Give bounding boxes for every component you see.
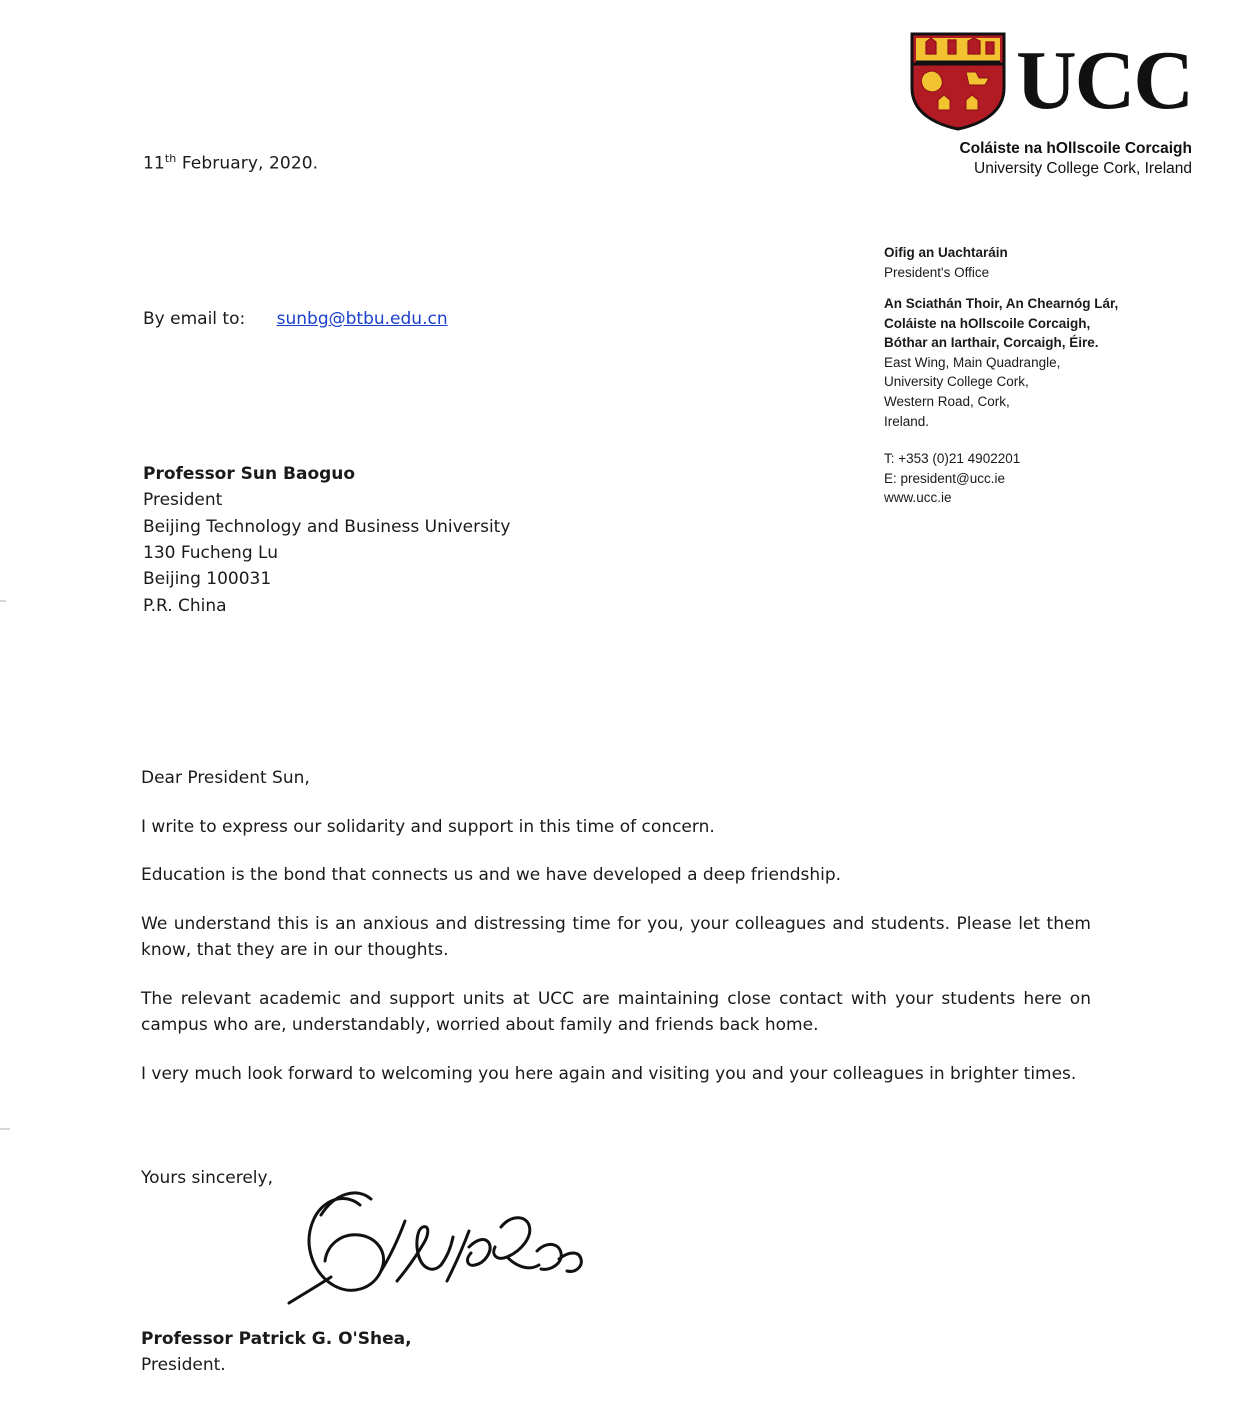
office-address	[884, 294, 1214, 431]
signer-title: President.	[141, 1354, 226, 1375]
by-email-label: By email to:	[143, 309, 246, 329]
address-english-line-3: Western Road, Cork,	[884, 393, 1010, 409]
recipient-street: 130 Fucheng Lu	[143, 543, 278, 564]
office-title-irish: Oifig an Uachtaráin	[884, 245, 1008, 260]
salutation: Dear President Sun,	[141, 768, 310, 788]
handwritten-signature-icon	[185, 1185, 615, 1330]
recipient-name: Professor Sun Baoguo	[143, 464, 356, 484]
university-name-english: University College Cork, Ireland	[974, 160, 1192, 177]
ucc-wordmark: UCC	[1016, 34, 1192, 128]
signer-block	[141, 1327, 412, 1378]
office-contact	[884, 449, 1214, 508]
recipient-address-block	[143, 461, 510, 619]
office-website: www.ucc.ie	[884, 490, 952, 506]
closing-line: Yours sincerely,	[141, 1168, 273, 1188]
office-email: E: president@ucc.ie	[884, 470, 1006, 486]
date-rest: February, 2020.	[176, 153, 319, 174]
address-english-line-2: University College Cork,	[884, 374, 1029, 390]
address-irish-line-2: Coláiste na hOllscoile Corcaigh,	[884, 315, 1091, 331]
date-ordinal: th	[164, 152, 177, 165]
date-day: 11	[143, 153, 165, 174]
recipient-organisation: Beijing Technology and Business University	[143, 516, 511, 537]
ucc-coat-of-arms-icon	[908, 30, 1008, 132]
presidents-office-block	[884, 243, 1214, 508]
body-paragraph-3: We understand this is an anxious and distressing time for you, your colleagues and students. Please let them know, that they are in our thoughts.	[141, 913, 1091, 961]
office-title-english: President's Office	[884, 264, 990, 280]
by-email-line	[143, 309, 448, 329]
recipient-city: Beijing 100031	[143, 569, 272, 590]
body-paragraph-5: I very much look forward to welcoming you here again and visiting you and your colleagues in brighter times.	[141, 1063, 1077, 1084]
ucc-logo	[872, 30, 1192, 132]
address-irish-line-1: An Sciathán Thoir, An Chearnóg Lár,	[884, 296, 1119, 312]
signer-name: Professor Patrick G. O'Shea,	[141, 1329, 412, 1349]
letter-body	[141, 765, 1091, 1109]
address-english-line-4: Ireland.	[884, 413, 930, 429]
letterhead	[872, 30, 1192, 178]
address-english-line-1: East Wing, Main Quadrangle,	[884, 354, 1061, 370]
scan-artifact	[0, 600, 6, 602]
scan-artifact	[0, 1128, 10, 1130]
body-paragraph-4: The relevant academic and support units at UCC are maintaining close contact with your students here on campus who are, understandably, worried about family and friends back home.	[141, 988, 1091, 1036]
university-name-irish: Coláiste na hOllscoile Corcaigh	[959, 140, 1192, 157]
office-telephone: T: +353 (0)21 4902201	[884, 451, 1021, 467]
recipient-title: President	[143, 490, 223, 511]
address-irish-line-3: Bóthar an Iarthair, Corcaigh, Éire.	[884, 335, 1099, 351]
body-paragraph-2: Education is the bond that connects us and we have developed a deep friendship.	[141, 865, 842, 886]
letter-date	[143, 152, 318, 174]
recipient-email-link[interactable]: sunbg@btbu.edu.cn	[276, 309, 448, 329]
body-paragraph-1: I write to express our solidarity and support in this time of concern.	[141, 816, 715, 837]
recipient-country: P.R. China	[143, 595, 227, 616]
